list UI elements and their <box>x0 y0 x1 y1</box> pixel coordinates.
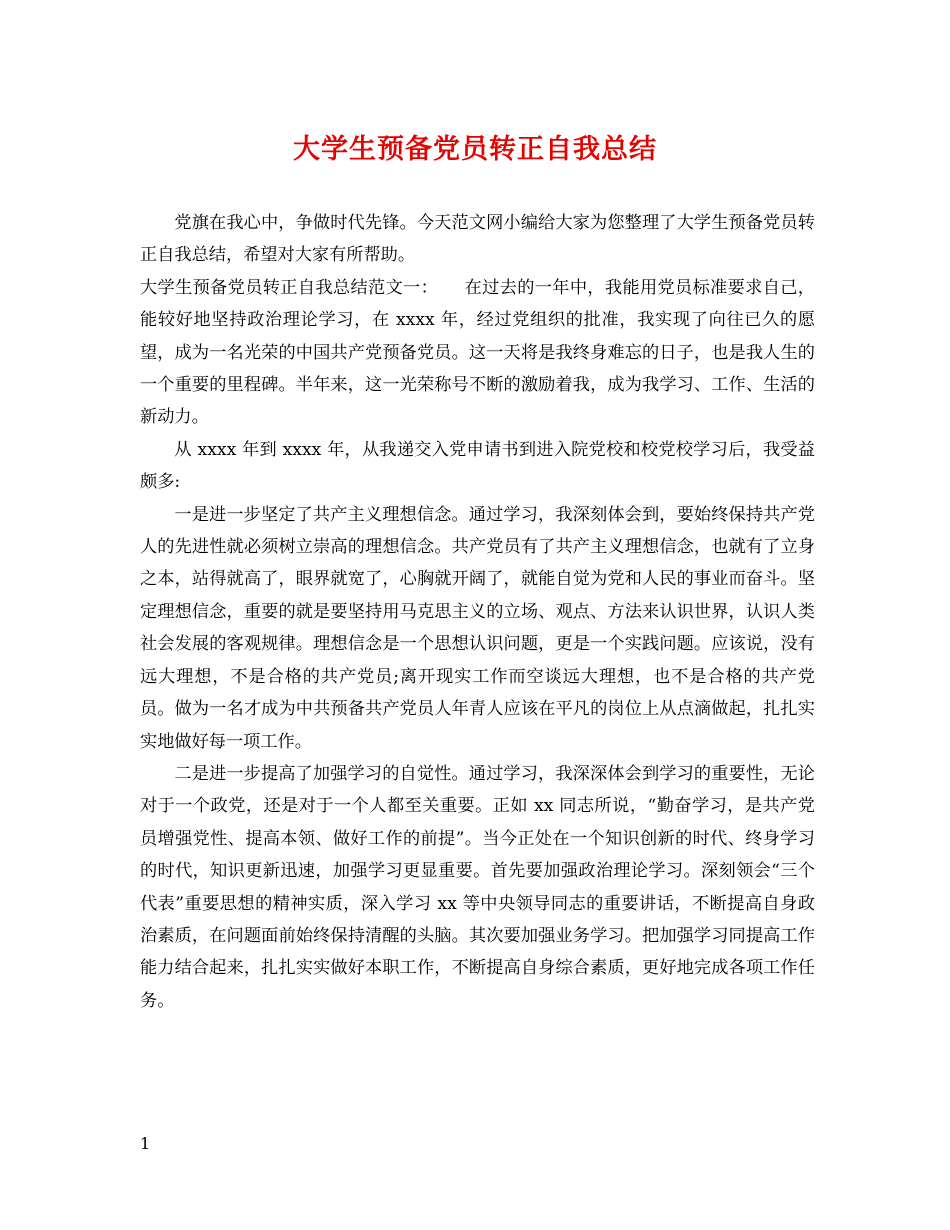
timeline-paragraph: 从 xxxx 年到 xxxx 年，从我递交入党申请书到进入院党校和校党校学习后，我受益颇多: <box>140 439 815 493</box>
document-body <box>140 207 815 1017</box>
page-number: 1 <box>140 1134 151 1153</box>
point-one-paragraph: 一是进一步坚定了共产主义理想信念。通过学习，我深刻体会到，要始终保持共产党人的先进性就必须树立崇高的理想信念。共产党员有了共产主义理想信念，也就有了立身之本，站得就高了，眼界就宽了，心胸就开阔了，就能自觉为党和人民的事业而奋斗。坚定理想信念，重要的就是要坚持用马克思主义的立场、观点、方法来认识世界，认识人类社会发展的客观规律。理想信念是一个思想认识问题，更是一个实践问题。应该说，没有远大理想，不是合格的共产党员;离开现实工作而空谈远大理想，也不是合格的共产党员。做为一名才成为中共预备共产党员人年青人应该在平凡的岗位上从点滴做起，扎扎实实地做好每一项工作。 <box>140 504 815 752</box>
intro-paragraph: 党旗在我心中，争做时代先锋。今天范文网小编给大家为您整理了大学生预备党员转正自我总结，希望对大家有所帮助。 <box>140 213 815 266</box>
document-title: 大学生预备党员转正自我总结 <box>293 134 657 165</box>
point-two-paragraph: 二是进一步提高了加强学习的自觉性。通过学习，我深深体会到学习的重要性，无论对于一个政党，还是对于一个人都至关重要。正如 xx 同志所说，“勤奋学习，是共产党员增强党性、提高本领、做好工作的前提”。当今正处在一个知识创新的时代、终身学习的时代，知识更新迅速，加强学习更显重要。首先要加强政治理论学习。深刻领会“三个代表”重要思想的精神实质，深入学习 xx 等中央领导同志的重要讲话，不断提高自身政治素质，在问题面前始终保持清醒的头脑。其次要加强业务学习。把加强学习同提高工作能力结合起来，扎扎实实做好本职工作，不断提高自身综合素质，更好地完成各项工作任务。 <box>140 763 815 1011</box>
sample-one-paragraph: 大学生预备党员转正自我总结范文一： 在过去的一年中，我能用党员标准要求自己，能较好地坚持政治理论学习，在 xxxx 年，经过党组织的批准，我实现了向往已久的愿望，成为一名光荣的中国共产党预备党员。这一天将是我终身难忘的日子，也是我人生的一个重要的里程碑。半年来，这一光荣称号不断的激励着我，成为我学习、工作、生活的新动力。 <box>140 277 815 428</box>
